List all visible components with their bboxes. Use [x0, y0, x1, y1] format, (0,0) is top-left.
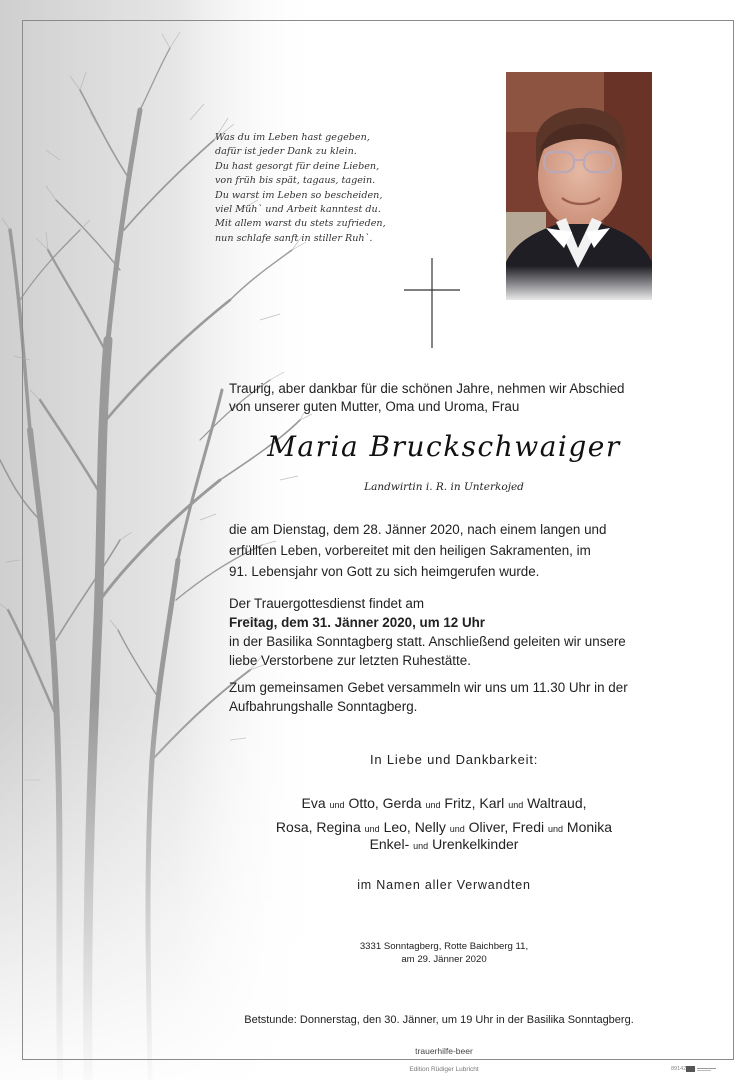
and-word: und [413, 841, 429, 851]
memorial-poem [215, 131, 435, 246]
poem-line: viel Müh` und Arbeit kanntest du. [215, 204, 381, 216]
prayer-gathering: Zum gemeinsamen Gebet versammeln wir uns um 11.30 Uhr in der [229, 680, 628, 695]
and-word: und [364, 824, 380, 834]
death-line: die am Dienstag, dem 28. Jänner 2020, nach einem langen und [229, 522, 607, 537]
edition-credit: Edition Rüdiger Lubricht [409, 1066, 479, 1073]
family-name: Monika [566, 819, 613, 835]
funeral-service [229, 594, 657, 716]
family-row-1 [224, 792, 664, 816]
intro-line: Traurig, aber dankbar für die schönen Jahre, nehmen wir Abschied [229, 381, 625, 396]
service-burial: liebe Verstorbene zur letzten Ruhestätte. [229, 653, 471, 668]
poem-line: Du warst im Leben so bescheiden, [215, 189, 383, 201]
service-date: Freitag, dem 31. Jänner 2020, um 12 Uhr [229, 615, 486, 630]
family-name: Otto, Gerda [348, 795, 422, 811]
deceased-name: Maria Bruckschwaiger [267, 430, 621, 463]
intro-text [229, 380, 653, 416]
publisher-brand: trauerhilfe-beer [415, 1046, 473, 1056]
family-name: Waltraud, [527, 795, 587, 811]
family-name: Rosa, Regina [275, 819, 361, 835]
spacer [229, 670, 657, 678]
death-line: erfüllten Leben, vorbereitet mit den heiligen Sakramenten, im [229, 543, 591, 558]
and-word: und [508, 800, 524, 810]
and-word: und [329, 800, 345, 810]
family-name: Eva [301, 795, 326, 811]
family-name: Oliver, Fredi [468, 819, 545, 835]
template-code: 89142 [671, 1066, 687, 1072]
poem-line: Mit allem warst du stets zufrieden, [215, 218, 386, 230]
poem-line: Du hast gesorgt für deine Lieben, [215, 160, 380, 172]
service-intro: Der Trauergottesdienst findet am [229, 596, 425, 611]
family-name: Fritz, Karl [444, 795, 505, 811]
relatives-line: im Namen aller Verwandten [357, 878, 531, 892]
death-notice [229, 519, 657, 582]
address: 3331 Sonntagberg, Rotte Baichberg 11, [359, 941, 529, 952]
prayer-location: Aufbahrungshalle Sonntagberg. [229, 699, 418, 714]
family-name: Leo, Nelly [383, 819, 446, 835]
notice-date: am 29. Jänner 2020 [401, 954, 487, 965]
and-word: und [449, 824, 465, 834]
family-names [224, 792, 664, 840]
printer-logo-icon [686, 1065, 716, 1073]
and-word: und [548, 824, 564, 834]
poem-line: dafür ist jeder Dank zu klein. [215, 146, 357, 158]
and-word: und [425, 800, 441, 810]
intro-line: von unserer guten Mutter, Oma und Uroma, Frau [229, 399, 520, 414]
great-grandchildren-label: Urenkelkinder [432, 836, 519, 852]
service-location: in der Basilika Sonntagberg statt. Anschließend geleiten wir unsere [229, 634, 626, 649]
cross-icon [404, 258, 460, 348]
poem-line: Was du im Leben hast gegeben, [215, 132, 370, 143]
death-line: 91. Lebensjahr von Gott zu sich heimgerufen wurde. [229, 564, 540, 579]
poem-line: von früh bis spät, tagaus, tagein. [215, 175, 376, 187]
portrait-photo [506, 72, 652, 300]
poem-line: nun schlafe sanft in stiller Ruh`. [215, 232, 373, 244]
mourners-heading: In Liebe und Dankbarkeit: [370, 752, 539, 767]
deceased-occupation: Landwirtin i. R. in Unterkojed [364, 481, 524, 493]
grandchildren-label: Enkel- [369, 836, 410, 852]
prayer-hour: Betstunde: Donnerstag, den 30. Jänner, um 19 Uhr in der Basilika Sonntagberg. [244, 1014, 634, 1026]
grandchildren [224, 836, 664, 852]
place-and-date [224, 940, 664, 966]
